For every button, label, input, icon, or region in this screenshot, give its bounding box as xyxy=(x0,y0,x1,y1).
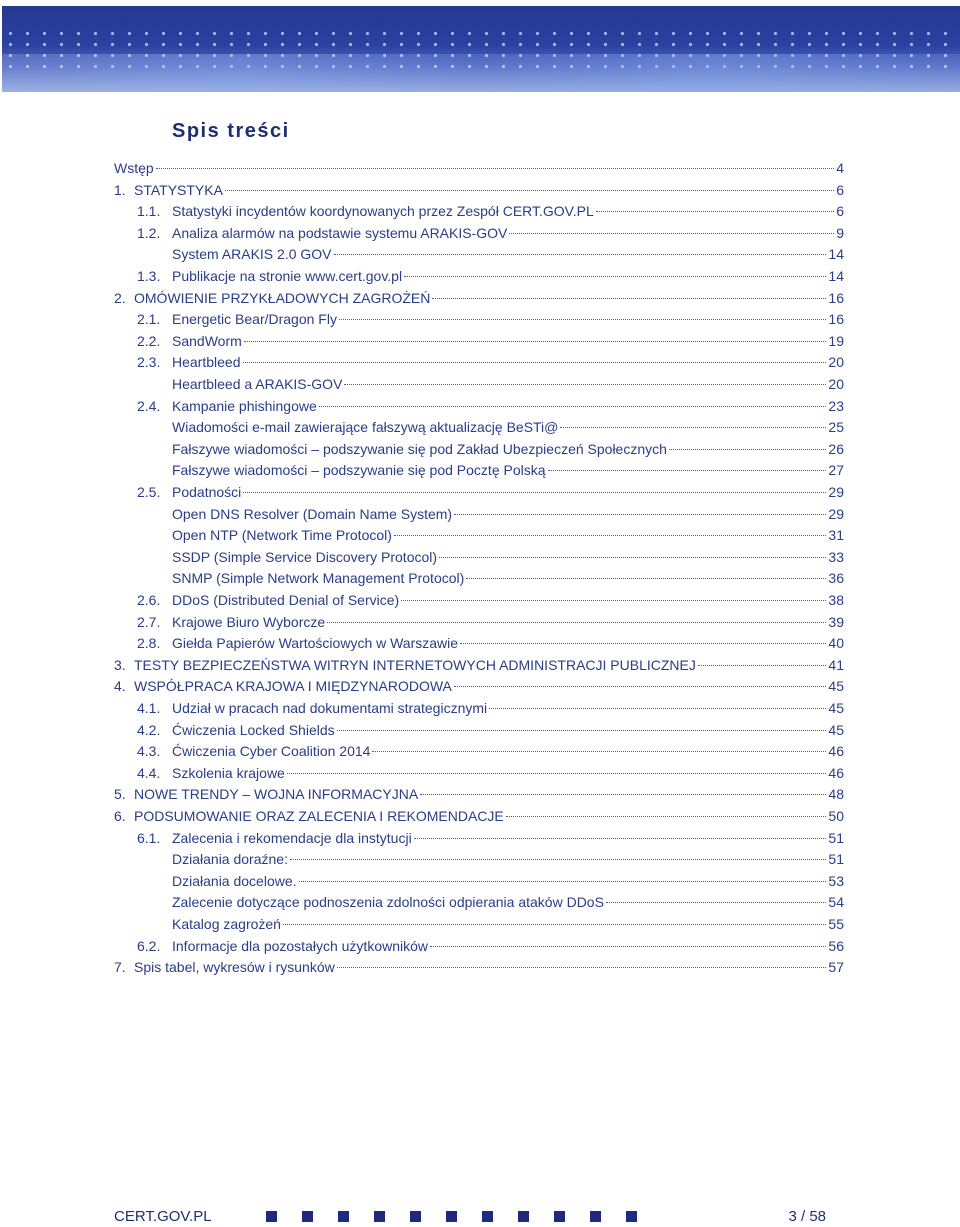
toc-entry-page: 48 xyxy=(828,786,844,803)
square-icon xyxy=(482,1211,493,1222)
toc-entry-number: 6.2. xyxy=(137,937,161,954)
footer-site: CERT.GOV.PL xyxy=(114,1207,212,1225)
toc-entry-title: Ćwiczenia Cyber Coalition 2014 xyxy=(172,743,371,760)
toc-entry-page: 50 xyxy=(828,808,844,824)
dot-leader xyxy=(414,824,827,839)
toc-entry-title: DDoS (Distributed Denial of Service) xyxy=(172,592,400,608)
toc-entry-title: Udział w pracach nad dokumentami strategicznymi xyxy=(172,700,488,716)
dot-leader xyxy=(290,845,826,860)
toc-entry-title: Informacje dla pozostałych użytkowników xyxy=(172,937,429,954)
toc-entry-title: Analiza alarmów na podstawie systemu ARAKIS-GOV xyxy=(172,224,508,241)
toc-entry-title: Szkolenia krajowe xyxy=(172,764,285,781)
toc-entry-number: 3. xyxy=(114,656,126,673)
toc-entry-title: Wiadomości e-mail zawierające fałszywą aktualizację BeSTi@ xyxy=(172,419,559,436)
dot-leader xyxy=(489,694,826,709)
dot-leader xyxy=(509,219,834,234)
toc-entry-number: 2.2. xyxy=(137,332,161,349)
toc-entry-page: 38 xyxy=(828,592,844,608)
toc-entry-number: 5. xyxy=(114,786,126,803)
toc-entry-title: SandWorm xyxy=(172,332,242,349)
dot-leader xyxy=(243,478,826,493)
dot-leader xyxy=(439,543,826,558)
toc-entry-title: Zalecenie dotyczące podnoszenia zdolności odpierania ataków DDoS xyxy=(172,894,604,911)
square-icon xyxy=(374,1211,385,1222)
toc-entry-title: Fałszywe wiadomości – podszywanie się pod Pocztę Polską xyxy=(172,462,546,479)
dot-leader xyxy=(337,716,827,731)
dot-leader xyxy=(156,154,835,169)
dot-leader xyxy=(344,370,826,385)
footer xyxy=(114,1205,844,1227)
toc-entry-number: 2.5. xyxy=(137,484,161,500)
dot-leader xyxy=(244,327,827,342)
toc-entry-page: 57 xyxy=(828,959,844,976)
dot-leader xyxy=(299,867,827,882)
dot-leader xyxy=(404,262,826,277)
dot-leader xyxy=(283,910,826,925)
toc-entry-title: Podatności xyxy=(172,484,242,500)
page-title: Spis treści xyxy=(172,120,290,142)
toc-entry-page: 20 xyxy=(828,354,844,371)
toc-entry-page: 39 xyxy=(828,613,844,630)
toc-entry-number: 4.1. xyxy=(137,700,161,716)
toc-entry-title: Kampanie phishingowe xyxy=(172,397,317,414)
toc-entry-title: NOWE TRENDY – WOJNA INFORMACYJNA xyxy=(134,786,419,803)
dot-leader xyxy=(669,435,827,450)
dot-leader xyxy=(466,564,826,579)
toc-entry-page: 36 xyxy=(828,570,844,587)
toc-entry-page: 31 xyxy=(828,527,844,544)
header-banner xyxy=(2,6,960,92)
toc-entry-page: 41 xyxy=(828,656,844,673)
footer-decoration xyxy=(266,1211,637,1222)
toc-entry-page: 9 xyxy=(836,224,844,241)
toc-entry-title: WSPÓŁPRACA KRAJOWA I MIĘDZYNARODOWA xyxy=(134,678,452,695)
toc-entry-page: 16 xyxy=(828,289,844,306)
toc-entry-number: 1.1. xyxy=(137,203,161,220)
square-icon xyxy=(554,1211,565,1222)
toc-entry-title: PODSUMOWANIE ORAZ ZALECENIA I REKOMENDACJE xyxy=(134,808,504,824)
dot-leader xyxy=(401,586,826,601)
toc-entry-page: 40 xyxy=(828,635,844,652)
toc-entry-number: 7. xyxy=(114,959,126,976)
dot-leader xyxy=(319,392,827,407)
dot-leader xyxy=(420,780,826,795)
toc-entry-page: 53 xyxy=(828,872,844,889)
toc-entry-page: 45 xyxy=(828,700,844,716)
toc-entry-page: 33 xyxy=(828,548,844,565)
toc-entry-title: Open NTP (Network Time Protocol) xyxy=(172,527,392,544)
toc-entry-page: 45 xyxy=(828,678,844,695)
toc-entry-number: 2.8. xyxy=(137,635,161,652)
toc-entry-title: Działania doraźne: xyxy=(172,851,288,868)
toc-entry-page: 51 xyxy=(828,829,844,846)
toc-entry-page: 20 xyxy=(828,376,844,392)
square-icon xyxy=(338,1211,349,1222)
toc-entry-title: Katalog zagrożeń xyxy=(172,916,281,932)
toc-entry-page: 46 xyxy=(828,764,844,781)
toc-entry-number: 2.3. xyxy=(137,354,161,371)
toc-entry-page: 27 xyxy=(828,462,844,479)
toc-entry-title: Ćwiczenia Locked Shields xyxy=(172,721,335,738)
toc-entry-title: Spis tabel, wykresów i rysunków xyxy=(134,959,335,976)
toc-entry-number: 2.7. xyxy=(137,613,161,630)
toc-entry-title: Wstęp xyxy=(114,160,154,176)
toc-entry-page: 54 xyxy=(828,894,844,911)
dot-leader xyxy=(430,932,826,947)
dot-leader xyxy=(339,305,826,320)
toc-entry-number: 6. xyxy=(114,808,126,824)
toc-entry-title: Open DNS Resolver (Domain Name System) xyxy=(172,505,453,522)
toc-entry-number: 1. xyxy=(114,181,126,198)
toc-entry-title: TESTY BEZPIECZEŃSTWA WITRYN INTERNETOWYCH ADMINISTRACJI PUBLICZNEJ xyxy=(134,656,696,673)
toc-entry-number: 6.1. xyxy=(137,829,161,846)
dot-leader xyxy=(372,737,826,752)
dot-leader xyxy=(548,456,827,471)
toc-entry-page: 14 xyxy=(828,246,844,263)
toc-entry-title: OMÓWIENIE PRZYKŁADOWYCH ZAGROŻEŃ xyxy=(134,289,431,306)
square-icon xyxy=(410,1211,421,1222)
toc-entry-page: 6 xyxy=(836,203,844,220)
toc-entry-number: 4.2. xyxy=(137,721,161,738)
dot-leader xyxy=(460,629,826,644)
toc-entry-title: SSDP (Simple Service Discovery Protocol) xyxy=(172,548,438,565)
page-indicator: 3 / 58 xyxy=(788,1207,826,1225)
toc-entry-number: 2.1. xyxy=(137,311,161,328)
toc-entry-number: 1.2. xyxy=(137,224,161,241)
toc-entry-page: 26 xyxy=(828,440,844,457)
dot-leader xyxy=(394,521,827,536)
dot-leader xyxy=(560,413,826,428)
toc-entry-title: Krajowe Biuro Wyborcze xyxy=(172,613,326,630)
toc-entry-page: 25 xyxy=(828,419,844,436)
toc-entry-title: Zalecenia i rekomendacje dla instytucji xyxy=(172,829,412,846)
toc-entry-page: 16 xyxy=(828,311,844,328)
square-icon xyxy=(518,1211,529,1222)
toc-entry-number: 2.6. xyxy=(137,592,161,608)
toc-entry-title: Giełda Papierów Wartościowych w Warszawie xyxy=(172,635,459,652)
dot-leader xyxy=(287,759,827,774)
toc-entry-title: Energetic Bear/Dragon Fly xyxy=(172,311,337,328)
toc-entry-page: 4 xyxy=(836,160,844,176)
toc-entry-page: 6 xyxy=(836,181,844,198)
toc-entry-page: 55 xyxy=(828,916,844,932)
toc-entry-title: SNMP (Simple Network Management Protocol) xyxy=(172,570,465,587)
toc-entry-number: 2.4. xyxy=(137,397,161,414)
banner-glow xyxy=(2,54,960,92)
toc-entry-page: 19 xyxy=(828,332,844,349)
toc-entry-title: Heartbleed a ARAKIS-GOV xyxy=(172,376,343,392)
dot-leader xyxy=(606,888,826,903)
dot-leader xyxy=(243,348,827,363)
square-icon xyxy=(446,1211,457,1222)
toc-entry-title: Publikacje na stronie www.cert.gov.pl xyxy=(172,268,403,284)
toc-entry-number: 4.3. xyxy=(137,743,161,760)
toc-entry-page: 56 xyxy=(828,937,844,954)
toc-entry-number: 4. xyxy=(114,678,126,695)
toc-entry-page: 45 xyxy=(828,721,844,738)
dot-leader xyxy=(454,672,827,687)
toc-entry-title: System ARAKIS 2.0 GOV xyxy=(172,246,332,263)
toc-entry-title: Heartbleed xyxy=(172,354,241,371)
toc-entry-title: STATYSTYKA xyxy=(134,181,223,198)
toc-entry-page: 23 xyxy=(828,397,844,414)
toc-entry-number: 1.3. xyxy=(137,268,161,284)
dot-leader xyxy=(337,953,827,968)
square-icon xyxy=(590,1211,601,1222)
dot-leader xyxy=(506,802,827,817)
toc-entry-number: 4.4. xyxy=(137,764,161,781)
dot-leader xyxy=(334,240,827,255)
toc-entry[interactable] xyxy=(114,956,844,978)
toc-entry-title: Statystyki incydentów koordynowanych przez Zespół CERT.GOV.PL xyxy=(172,203,594,220)
toc-entry-page: 14 xyxy=(828,268,844,284)
toc-entry-title: Działania docelowe. xyxy=(172,872,297,889)
toc-entry-page: 29 xyxy=(828,505,844,522)
toc-entry-page: 29 xyxy=(828,484,844,500)
dot-leader xyxy=(454,500,826,515)
toc-entry-page: 46 xyxy=(828,743,844,760)
square-icon xyxy=(626,1211,637,1222)
dot-leader xyxy=(327,608,826,623)
square-icon xyxy=(266,1211,277,1222)
dot-leader xyxy=(432,284,826,299)
toc-entry-title: Fałszywe wiadomości – podszywanie się pod Zakład Ubezpieczeń Społecznych xyxy=(172,440,667,457)
toc-entry-page: 51 xyxy=(828,851,844,868)
toc-entry-number: 2. xyxy=(114,289,126,306)
dot-leader xyxy=(698,651,827,666)
dot-leader xyxy=(596,197,834,212)
square-icon xyxy=(302,1211,313,1222)
dot-leader xyxy=(225,176,834,191)
